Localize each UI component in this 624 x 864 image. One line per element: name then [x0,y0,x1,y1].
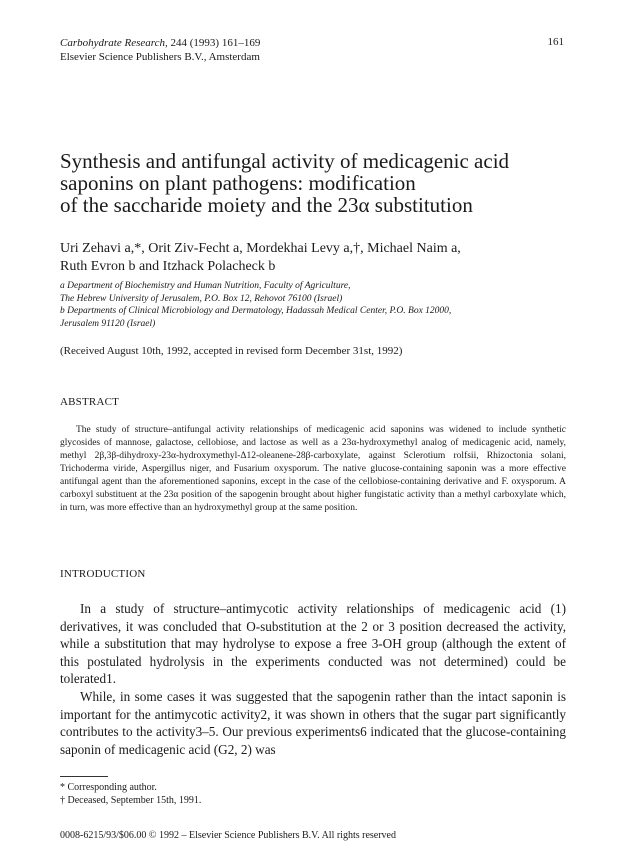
abstract-text: The study of structure–antifungal activity relationships of medicagenic acid saponins was widened to include synthetic glycosides of mannose, galactose, cellobiose, and lactose as well as a 23α-hydroxymethyl analog of medicagenic acid, namely, methyl 2β,3β-dihydroxy-23α-hydroxymethyl-Δ12-oleanene-28β-carboxylate, against Sclerotium rolfsii, Rhizoctonia solani, Trichoderma viride, Aspergillus niger, and Fusarium oxysporum. The native glucose-containing saponin was a more effective antifungal agent than the aforementioned saponins, except in the case of the cellobiose-containing derivative and F. oxysporum. A carboxyl substituent at the 23α position of the sapogenin brought about higher fungistatic activity than a methyl carboxylate which, in turn, was more effective than an hydroxymethyl group at the same position. [60,425,566,513]
intro-body [60,600,566,758]
affiliation-b-address: Jerusalem 91120 (Israel) [60,318,156,329]
title-line: Synthesis and antifungal activity of medicagenic acid [60,149,510,173]
running-header [60,36,260,64]
abstract-heading: ABSTRACT [60,396,120,408]
footnote-rule [60,776,108,777]
intro-paragraph: While, in some cases it was suggested that the sapogenin rather than the intact saponin is important for the antimycotic activity2, it was shown in others that the sugar part significantly contributes to the activity3–5. Our previous experiments6 indicated that the glucose-containing saponin of medicagenic acid (G2, 2) was [60,688,566,757]
affiliation-a: a Department of Biochemistry and Human Nutrition, Faculty of Agriculture, [60,281,351,291]
footnote-deceased: † Deceased, September 15th, 1991. [60,795,202,806]
publisher: Elsevier Science Publishers B.V., Amsterdam [60,51,260,63]
author-list [60,240,461,276]
received-dates: (Received August 10th, 1992, accepted in revised form December 31st, 1992) [60,345,403,357]
paper-title [60,150,560,216]
author-line: Uri Zehavi a,*, Orit Ziv-Fecht a, Mordekhai Levy a,†, Michael Naim a, [60,241,461,256]
citation: 244 (1993) 161–169 [170,37,261,49]
affiliation-a-address: The Hebrew University of Jerusalem, P.O. Box 12, Rehovot 76100 (Israel) [60,293,343,304]
author-line: Ruth Evron b and Itzhack Polacheck b [60,259,276,274]
title-line: saponins on plant pathogens: modification [60,171,416,195]
journal-name: Carbohydrate Research, [60,37,168,49]
affiliation-b: b Departments of Clinical Microbiology and Dermatology, Hadassah Medical Center, P.O. Box 12000, [60,306,452,317]
copyright-footer: 0008-6215/93/$06.00 © 1992 – Elsevier Science Publishers B.V. All rights reserved [60,830,396,841]
page-number: 161 [547,36,564,48]
intro-paragraph: In a study of structure–antimycotic activity relationships of medicagenic acid (1) derivatives, it was concluded that O-substitution at the 2 or 3 position decreased the activity, while a substitution that may hydrolyse to expose a free 3-OH group (although the extent of this postulated hydrolysis in the experiments conducted was not determined) could be tolerated1. [60,601,566,687]
title-line: of the saccharide moiety and the 23α substitution [60,193,473,217]
footnote-corresponding: * Corresponding author. [60,782,157,793]
intro-heading: INTRODUCTION [60,568,146,580]
affiliations [60,280,570,330]
